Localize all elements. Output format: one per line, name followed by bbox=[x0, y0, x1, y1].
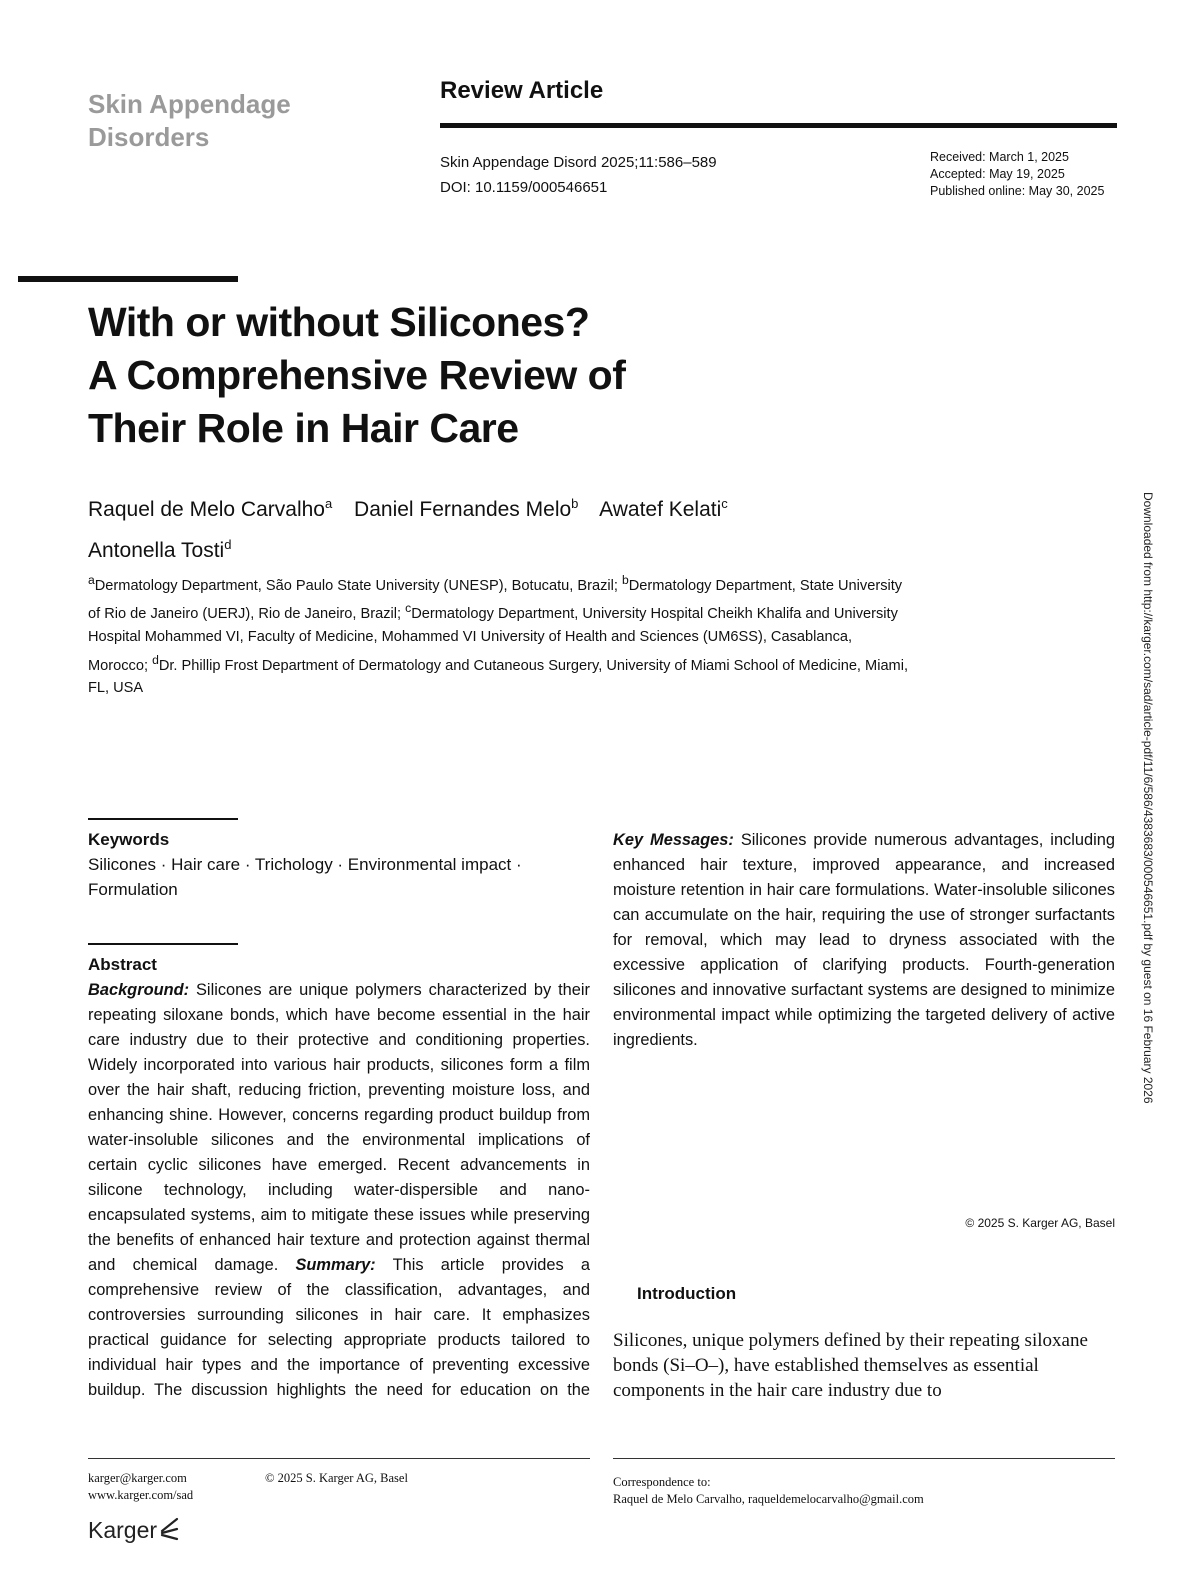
citation: Skin Appendage Disord 2025;11:586–589 bbox=[440, 154, 717, 171]
correspondence-text: Raquel de Melo Carvalho, raqueldemelocarvalho@gmail.com bbox=[613, 1492, 924, 1506]
doi[interactable]: DOI: 10.1159/000546651 bbox=[440, 179, 608, 196]
title-line: Their Role in Hair Care bbox=[88, 405, 519, 451]
keywords-heading: Keywords bbox=[88, 830, 170, 849]
introduction-text: Silicones, unique polymers defined by their repeating siloxane bonds (Si–O–), have established themselves as essential components in the hair care industry due to bbox=[613, 1330, 1088, 1401]
abstract-right bbox=[613, 828, 1115, 1053]
affiliations: $^a$Dermatology Department, São Paulo State University (UNESP), Botucatu, Brazil; $^b$Dermatology Department, State University of Rio de Janeiro (UERJ), Rio de Janeiro, Brazil; $^c$Dermatology Department, University Hospital Cheikh Khalifa and University Hospital Mohammed VI, Faculty of Medicine, Mohammed VI University of Health and Sciences (UM6SS), Casablanca, Morocco; $^d$Dr. Phillip Frost Department of Dermatology and Cutaneous Surgery, University of Miami School of Medicine, Miami, FL, USA bbox=[88, 573, 909, 696]
title-line: A Comprehensive Review of bbox=[88, 352, 626, 398]
article-type: Review Article bbox=[440, 77, 604, 104]
author-list bbox=[88, 486, 888, 568]
footer-rule-left bbox=[88, 1458, 590, 1459]
title-rule bbox=[18, 276, 238, 282]
abstract-rule bbox=[88, 943, 238, 945]
author: Daniel Fernandes Melo$^b$ bbox=[354, 496, 579, 521]
abstract-heading: Abstract bbox=[88, 955, 157, 974]
author: Antonella Tosti$^d$ bbox=[88, 537, 232, 562]
received-date: Received: March 1, 2025 bbox=[930, 150, 1069, 164]
footer-email[interactable]: karger@karger.com bbox=[88, 1471, 187, 1485]
published-date: Published online: May 30, 2025 bbox=[930, 184, 1105, 198]
introduction-heading: Introduction bbox=[637, 1284, 737, 1303]
journal-name: Skin Appendage Disorders bbox=[88, 89, 291, 152]
author: Raquel de Melo Carvalho$^a$ bbox=[88, 496, 333, 521]
citation-block bbox=[440, 150, 717, 200]
footer-contact bbox=[88, 1470, 193, 1504]
karger-mark-icon bbox=[159, 1517, 179, 1543]
accepted-date: Accepted: May 19, 2025 bbox=[930, 167, 1065, 181]
abstract-copyright: © 2025 S. Karger AG, Basel bbox=[965, 1216, 1115, 1230]
background-text: Silicones are unique polymers characterized by their repeating siloxane bonds, which have become essential in the hair care industry due to their protective and conditioning properties. Widely incorporated into various hair products, silicones form a film over the hair shaft, reducing friction, preventing moisture loss, and enhancing shine. However, concerns regarding product buildup from water-insoluble silicones and the environmental implications of certain cyclic silicones have emerged. Recent advancements in silicone technology, including water-dispersible and nano-encapsulated systems, aim to mitigate these issues while preserving the benefits of enhanced hair texture and protection against thermal and chemical damage. bbox=[88, 981, 590, 1274]
background-label: Background: bbox=[88, 981, 190, 999]
footer-correspondence bbox=[613, 1474, 924, 1508]
correspondence-label: Correspondence to: bbox=[613, 1475, 711, 1489]
keywords-rule bbox=[88, 818, 238, 820]
footer-website[interactable]: www.karger.com/sad bbox=[88, 1488, 194, 1502]
abstract-left bbox=[88, 978, 590, 1403]
author: Awatef Kelati$^c$ bbox=[599, 496, 728, 521]
title-line: With or without Silicones? bbox=[88, 299, 590, 345]
footer-rule-right bbox=[613, 1458, 1115, 1459]
header-rule bbox=[440, 123, 1117, 128]
summary-text: This article provides a comprehensive review of the classification, advantages, and controversies surrounding silicones in hair care. It emphasizes practical guidance for selecting appropriate products tailored to individual hair types and the importance of preventing excessive buildup. The discussion highlights the need for education on the bbox=[88, 1256, 590, 1399]
key-messages-label: Key Messages: bbox=[613, 831, 734, 849]
footer-copyright: © 2025 S. Karger AG, Basel bbox=[265, 1471, 408, 1485]
keywords-text: Silicones · Hair care · Trichology · Environmental impact · Formulation bbox=[88, 855, 522, 899]
summary-label: Summary: bbox=[295, 1256, 376, 1274]
dates-block bbox=[930, 149, 1104, 200]
keywords-section bbox=[88, 830, 590, 902]
download-note: Downloaded from http://karger.com/sad/article-pdf/11/6/586/4383683/000546651.pdf by guest on 16 February 2026 bbox=[1141, 492, 1155, 1104]
karger-logo: Karger bbox=[88, 1517, 179, 1544]
article-title bbox=[88, 296, 788, 455]
key-messages-text: Silicones provide numerous advantages, including enhanced hair texture, improved appearance, and increased moisture retention in hair care formulations. Water-insoluble silicones can accumulate on the hair, requiring the use of stronger surfactants for removal, which may lead to dryness associated with the excessive application of clarifying products. Fourth-generation silicones and innovative surfactant systems are designed to minimize environmental impact while optimizing the targeted delivery of active ingredients. bbox=[613, 831, 1115, 1049]
